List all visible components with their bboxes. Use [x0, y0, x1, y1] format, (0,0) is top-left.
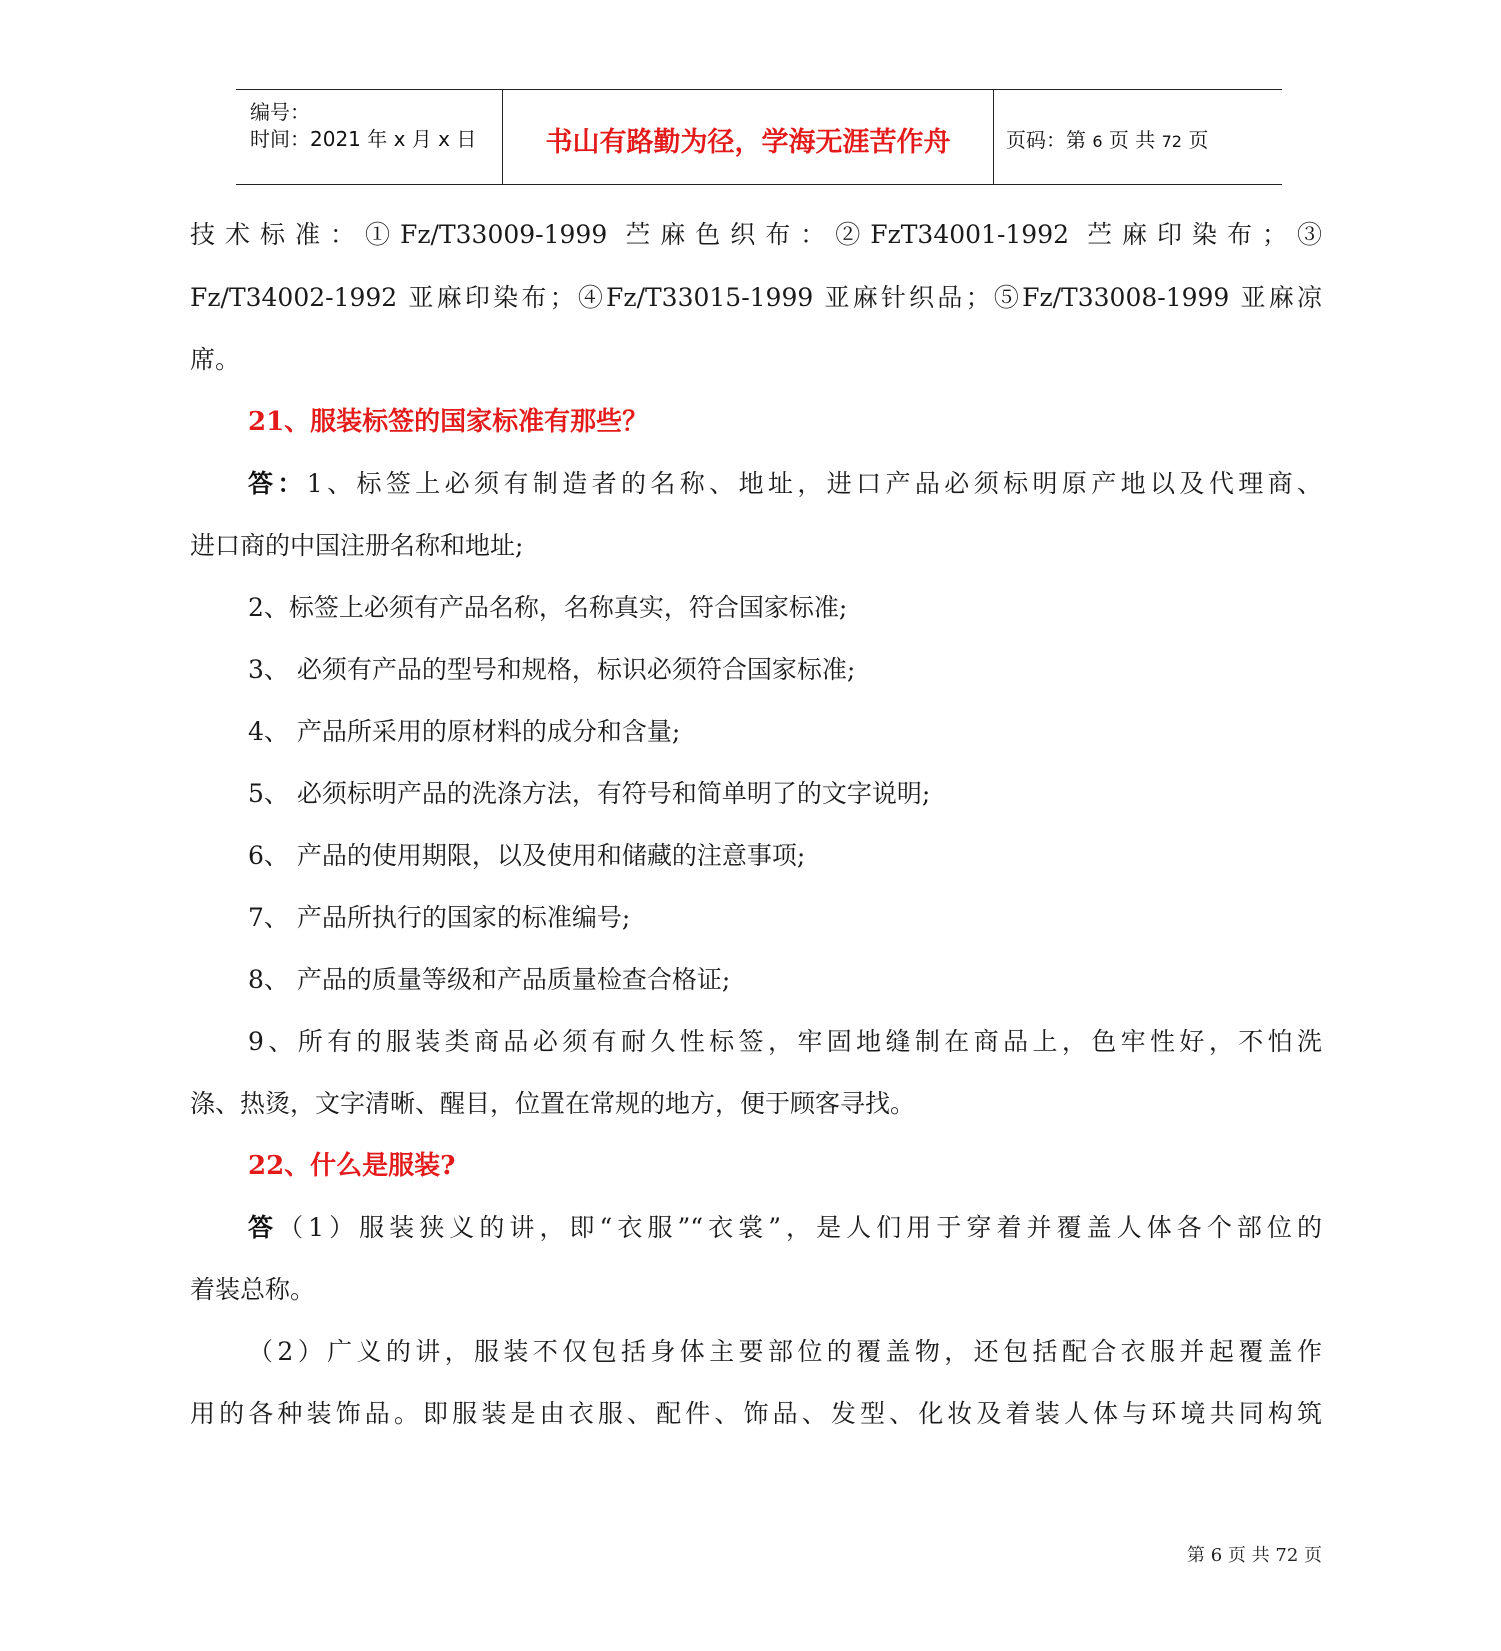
- header-page-cell: [994, 90, 1282, 184]
- doc-number-label: 编号：: [250, 100, 310, 124]
- answer-21-item-1-text: 1、标签上必须有制造者的名称、地址，进口产品必须标明原产地以及代理商、: [306, 469, 1322, 498]
- answer-label-2: 答: [248, 1213, 279, 1242]
- header-motto-cell: [502, 90, 994, 184]
- answer-21-item-8: 8、 产品的质量等级和产品质量检查合格证;: [248, 965, 731, 994]
- header-meta-cell: [236, 90, 502, 184]
- answer-21-item-9-line-1: 9、所有的服装类商品必须有耐久性标签，牢固地缝制在商品上，色牢性好，不怕洗: [248, 1027, 1322, 1056]
- answer-21-item-7: 7、 产品所执行的国家的标准编号;: [248, 903, 631, 932]
- answer-21-item-9-line-2: 涤、热烫，文字清晰、醒目，位置在常规的地方，便于顾客寻找。: [190, 1089, 916, 1118]
- page-footer: 第 6 页 共 72 页: [1187, 1545, 1322, 1566]
- page-suffix: 页: [1188, 128, 1209, 152]
- answer-label: 答：: [248, 469, 307, 498]
- header-page-number: [1006, 124, 1208, 153]
- answer-22-part-1-text: （1）服装狭义的讲，即“衣服”“衣裳”，是人们用于穿着并覆盖人体各个部位的: [278, 1213, 1322, 1242]
- answer-21-item-3: 3、 必须有产品的型号和规格，标识必须符合国家标准;: [248, 655, 856, 684]
- header-table: [236, 89, 1282, 185]
- page-prefix: 页码：第: [1006, 128, 1086, 152]
- question-21-heading: 21、服装标签的国家标准有那些？: [248, 407, 649, 437]
- answer-21-item-2: 2、标签上必须有产品名称，名称真实，符合国家标准;: [248, 593, 848, 622]
- tech-standard-line-3: 席。: [190, 345, 241, 374]
- answer-22-part-1-line-2: 着装总称。: [190, 1275, 316, 1304]
- answer-21-item-6: 6、 产品的使用期限，以及使用和储藏的注意事项;: [248, 841, 806, 870]
- answer-21-item-1-line-2: 进口商的中国注册名称和地址;: [190, 531, 524, 560]
- question-22-heading: 22、什么是服装?: [248, 1151, 456, 1181]
- answer-21-item-5: 5、 必须标明产品的洗涤方法，有符号和简单明了的文字说明;: [248, 779, 931, 808]
- tech-standard-line-2: Fz/T34002-1992 亚麻印染布；④Fz/T33015-1999 亚麻针织品；⑤Fz/T33008-1999 亚麻凉: [190, 283, 1322, 312]
- answer-21-item-4: 4、 产品所采用的原材料的成分和含量;: [248, 717, 681, 746]
- answer-22-part-1-line-1: [248, 1211, 1322, 1245]
- answer-21-item-1-line-1: [248, 467, 1322, 501]
- page-mid: 页 共: [1108, 128, 1156, 152]
- header-motto: 书山有路勤为径，学海无涯苦作舟: [545, 127, 951, 158]
- answer-22-part-2-line-2: 用的各种装饰品。即服装是由衣服、配件、饰品、发型、化妆及着装人体与环境共同构筑: [190, 1399, 1322, 1428]
- page-total: 72: [1161, 132, 1182, 151]
- page-current: 6: [1092, 132, 1103, 151]
- answer-22-part-2-line-1: （2）广义的讲，服装不仅包括身体主要部位的覆盖物，还包括配合衣服并起覆盖作: [248, 1337, 1322, 1366]
- tech-standard-line-1: 技术标准：①Fz/T33009-1999 苎麻色织布：②FzT34001-1992 苎麻印染布；③: [190, 220, 1322, 249]
- doc-time-label: 时间：2021 年 x 月 x 日: [250, 127, 477, 151]
